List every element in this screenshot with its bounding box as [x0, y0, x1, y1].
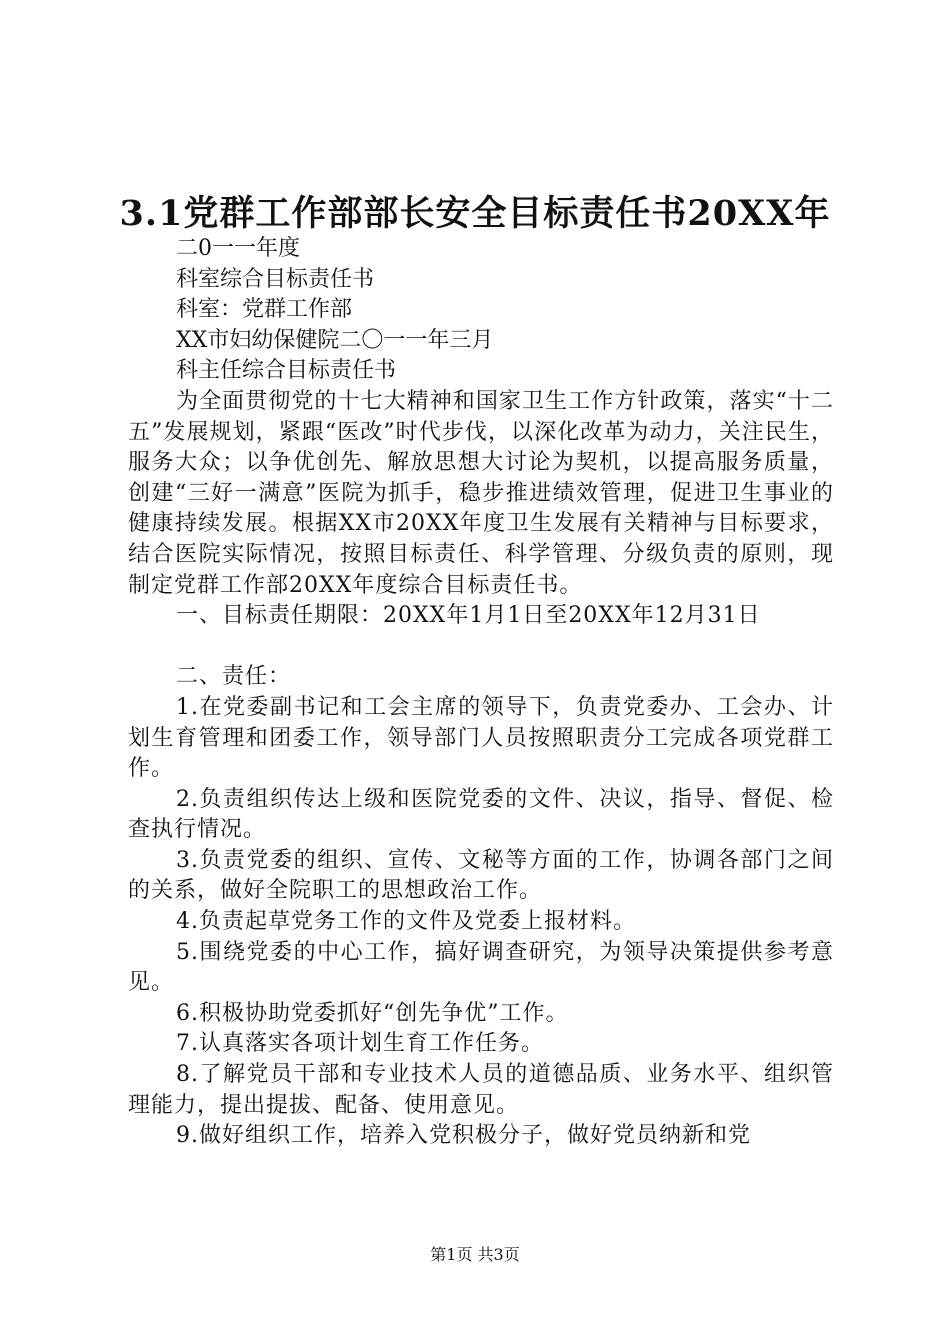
blank-line: [128, 632, 834, 663]
header-line-department: 科室：党群工作部: [176, 297, 353, 323]
responsibility-item: 9.做好组织工作，培养入党积极分子，做好党员纳新和党: [176, 1123, 751, 1149]
document-body: [128, 234, 834, 1152]
term-paragraph: 一、目标责任期限：20XX年1月1日至20XX年12月31日: [176, 603, 761, 629]
responsibility-item: 8.了解党员干部和专业技术人员的道德品质、业务水平、组织管理能力，提出提拔、配备、使用意见。: [128, 1062, 834, 1118]
responsibility-item: 6.积极协助党委抓好“创先争优”工作。: [176, 1000, 569, 1026]
section-heading: 二、责任：: [176, 664, 292, 690]
responsibility-item: 2.负责组织传达上级和医院党委的文件、决议，指导、督促、检查执行情况。: [128, 786, 834, 843]
document-title: 3.1党群工作部部长安全目标责任书20XX年: [119, 193, 831, 234]
header-line-doc-type: 科室综合目标责任书: [176, 266, 375, 292]
intro-paragraph: 为全面贯彻党的十七大精神和国家卫生工作方针政策，落实“十二五”发展规划，紧跟“医改”时代步伐，以深化改革为动力，关注民生，服务大众；以争优创先、解放思想大讨论为契机，以提高服务质量，创建“三好一满意”医院为抓手，稳步推进绩效管理，促进卫生事业的健康持续发展。根据XX市20XX年度卫生发展有关精神与目标要求，结合医院实际情况，按照目标责任、科学管理、分级负责的原则，现制定党群工作部20XX年度综合目标责任书。: [128, 388, 834, 598]
responsibility-item: 3.负责党委的组织、宣传、文秘等方面的工作，协调各部门之间的关系，做好全院职工的思想政治工作。: [128, 847, 834, 904]
responsibility-item: 4.负责起草党务工作的文件及党委上报材料。: [176, 909, 636, 935]
responsibility-item: 1.在党委副书记和工会主席的领导下，负责党委办、工会办、计划生育管理和团委工作，领导部门人员按照职责分工完成各项党群工作。: [128, 694, 834, 782]
responsibility-item: 5.围绕党委的中心工作，搞好调查研究，为领导决策提供参考意见。: [128, 939, 834, 996]
header-line-subtitle: 科主任综合目标责任书: [176, 358, 397, 384]
header-line-year: 二0一一年度: [176, 236, 300, 261]
responsibility-item: 7.认真落实各项计划生育工作任务。: [176, 1031, 544, 1057]
header-line-hospital-date: XX市妇幼保健院二〇一一年三月: [176, 327, 494, 353]
page-indicator: 第1页 共3页: [430, 1245, 520, 1264]
